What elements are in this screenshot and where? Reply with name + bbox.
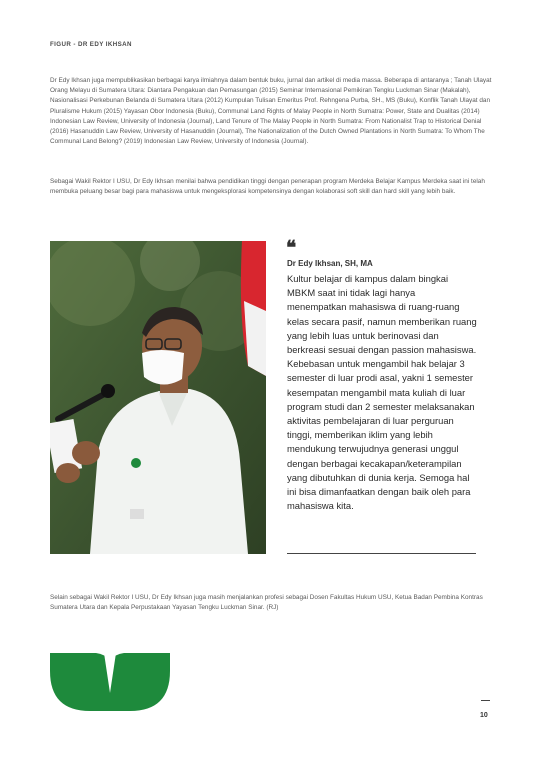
pull-quote-text: Kultur belajar di kampus dalam bingkai MBKM saat ini tidak lagi hanya menempatkan mahasiswa di ruang-ruang kelas secara pasif, namun memberikan ruang yang lebih luas untuk berinovasi dan berkreasi sesuai dengan passion mahasiswa. Kebebasan untuk mengambil hak belajar 3 semester di luar prodi asal, yakni 1 semester kesempatan mengambil mata kuliah di luar program studi dan 2 semester melaksanakan aktivitas pembelajaran di luar perguruan tinggi, memberikan iklim yang lebih mendukung terwujudnya generasi unggul dengan berbagai kecakapan/keterampilan yang dibutuhkan di dunia kerja. Semoga hal ini bisa dimanfaatkan dengan baik oleh para mahasiswa kita. xyxy=(287,273,477,512)
quote-author: Dr Edy Ikhsan, SH, MA xyxy=(287,259,373,268)
body-paragraph-mbkm: Sebagai Wakil Rektor I USU, Dr Edy Ikhsan menilai bahwa pendidikan tinggi dengan penerapan program Merdeka Belajar Kampus Merdeka saat ini telah membuka peluang besar bagi para mahasiswa untuk mengeksplorasi kompetensinya dengan kolaborasi soft skill dan hard skill yang lebih baik. xyxy=(50,178,485,196)
body-paragraph-publications: Dr Edy Ikhsan juga mempublikasikan berbagai karya ilmiahnya dalam bentuk buku, jurnal dan artikel di media massa. Beberapa di antaranya ; Tanah Ulayat Orang Melayu di Sumatera Utara: Diantara Pengakuan dan Pemasungan (2015) Seminar Internasional Pemikiran Tengku Luckman Sinar (Makalah), Nasionalisasi Perkebunan Belanda di Sumatera Utara (2012) Kumpulan Tulisan Emeritus Prof. Rehngena Purba, SH., MS (Buku), Konflik Tanah Ulayat dan Pluralisme Hukum (2015) Yayasan Obor Indonesia (Buku), Communal Land Rights of Malay People in North Sumatra: Power, State and Dualitas (2014) Indonesian Law Review, University of Indonesia (Journal), Land Tenure of The Malay People in North Sumatra: From Nationalist Trap to Historical Denial (2016) Hasanuddin Law Review, University of Hasanuddin (Journal), The Nationalization of the Dutch Owned Plantations in North Sumatra: To Whom The Communal Land Belong? (2019) Indonesian Law Review, University of Indonesia (Journal). xyxy=(50,77,492,146)
quote-mark-icon: ❝ xyxy=(286,237,297,259)
portrait-photo xyxy=(50,241,266,554)
brand-logo xyxy=(50,653,170,711)
page-number-rule xyxy=(481,700,490,701)
quote-divider xyxy=(287,553,476,554)
page-number: 10 xyxy=(480,712,488,719)
body-paragraph-profession: Selain sebagai Wakil Rektor I USU, Dr Edy Ikhsan juga masih menjalankan profesi sebagai Dosen Fakultas Hukum USU, Ketua Badan Pembina Kontras Sumatera Utara dan Kepala Perpustakaan Yayasan Tengku Luckman Sinar. (RJ) xyxy=(50,594,483,612)
section-header: FIGUR - DR EDY IKHSAN xyxy=(50,41,132,48)
